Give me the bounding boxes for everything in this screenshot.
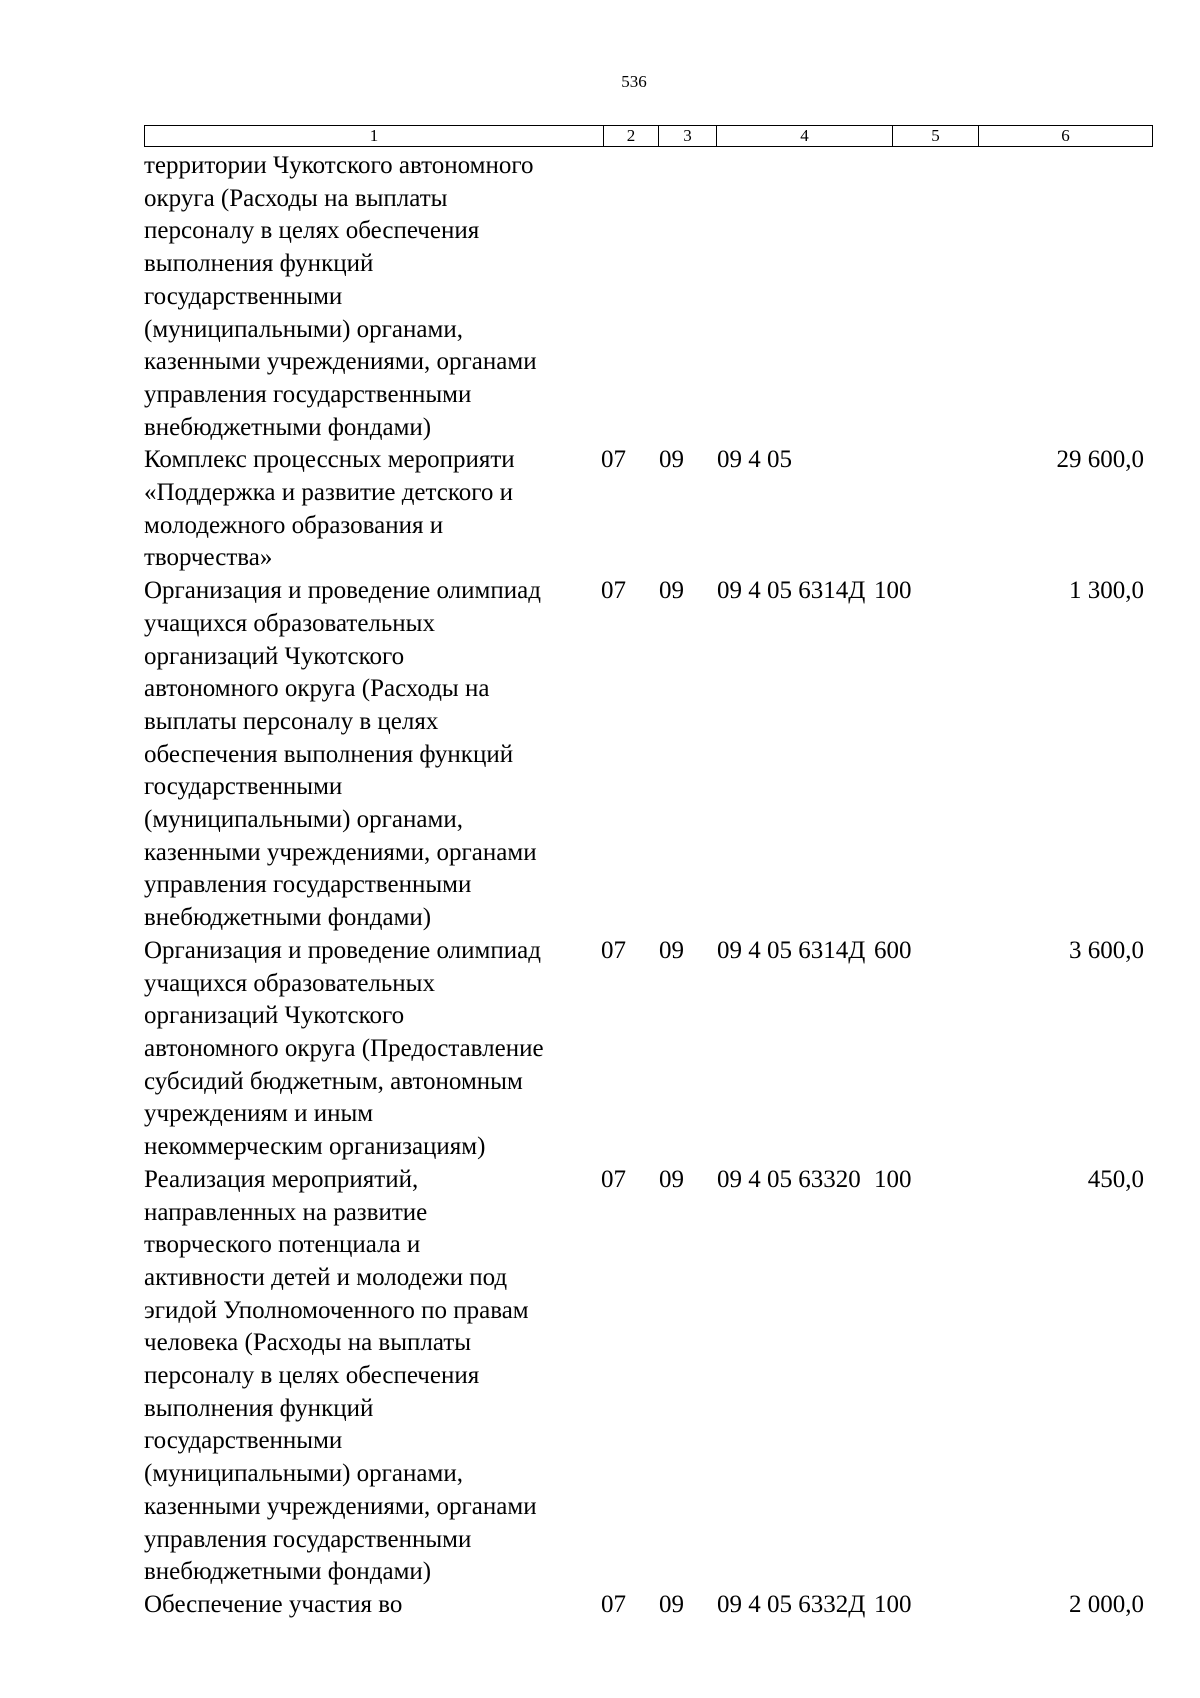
column-number-header — [144, 125, 1153, 147]
row-target-article: 09 4 05 — [717, 446, 792, 474]
table-row — [144, 575, 1144, 935]
header-col-3: 3 — [659, 126, 717, 147]
table-row — [144, 150, 1144, 444]
row-amount: 29 600,0 — [1056, 446, 1144, 474]
page-number: 536 — [621, 72, 647, 91]
row-description: Реализация мероприятий, направленных на развитие творческого потенциала и активности детей и молодежи под эгидой Уполномоченного по правам человека (Расходы на выплаты персоналу в целях обеспечения выполнения функций государственными (муниципальными) органами, казенными учреждениями, органами управления государственными внебюджетными фондами) — [144, 1165, 537, 1586]
row-section: 07 — [601, 936, 626, 964]
row-expense-type: 100 — [874, 1165, 912, 1193]
row-section: 07 — [601, 1590, 626, 1618]
row-section: 07 — [601, 577, 626, 605]
row-target-article: 09 4 05 6332Д — [717, 1590, 866, 1618]
row-subsection: 09 — [659, 936, 684, 964]
row-target-article: 09 4 05 6314Д — [717, 577, 866, 605]
row-section: 07 — [601, 1165, 626, 1193]
row-section: 07 — [601, 446, 626, 474]
header-col-4: 4 — [717, 126, 893, 147]
header-col-6: 6 — [979, 126, 1153, 147]
row-expense-type: 100 — [874, 1590, 912, 1618]
budget-table-body — [144, 150, 1144, 1622]
row-description: территории Чукотского автономного округа (Расходы на выплаты персоналу в целях обеспечения выполнения функций государственными (муниципальными) органами, казенными учреждениями, органами управления государственными внебюджетными фондами) — [144, 152, 537, 441]
row-target-article: 09 4 05 63320 — [717, 1165, 861, 1193]
row-subsection: 09 — [659, 577, 684, 605]
row-description: Организация и проведение олимпиад учащихся образовательных организаций Чукотского автономного округа (Предоставление субсидий бюджетным, автономным учреждениям и иным некоммерческим организациям) — [144, 936, 544, 1161]
table-row — [144, 444, 1144, 575]
row-expense-type: 100 — [874, 577, 912, 605]
table-row — [144, 1589, 1144, 1622]
row-description: Комплекс процессных мероприяти «Поддержка и развитие детского и молодежного образования и творчества» — [144, 446, 515, 572]
header-col-1: 1 — [145, 126, 604, 147]
table-row — [144, 935, 1144, 1164]
row-description: Организация и проведение олимпиад учащихся образовательных организаций Чукотского автономного округа (Расходы на выплаты персоналу в целях обеспечения выполнения функций государственными (муниципальными) органами, казенными учреждениями, органами управления государственными внебюджетными фондами) — [144, 577, 541, 932]
row-amount: 450,0 — [1087, 1165, 1144, 1193]
row-subsection: 09 — [659, 1165, 684, 1193]
row-amount: 3 600,0 — [1069, 936, 1144, 964]
row-subsection: 09 — [659, 1590, 684, 1618]
row-expense-type: 600 — [874, 936, 912, 964]
row-amount: 2 000,0 — [1069, 1590, 1144, 1618]
row-target-article: 09 4 05 6314Д — [717, 936, 866, 964]
table-row — [144, 1164, 1144, 1589]
row-amount: 1 300,0 — [1069, 577, 1144, 605]
header-col-2: 2 — [604, 126, 659, 147]
row-subsection: 09 — [659, 446, 684, 474]
header-row — [145, 126, 1153, 147]
header-col-5: 5 — [893, 126, 979, 147]
row-description: Обеспечение участия во — [144, 1590, 403, 1618]
